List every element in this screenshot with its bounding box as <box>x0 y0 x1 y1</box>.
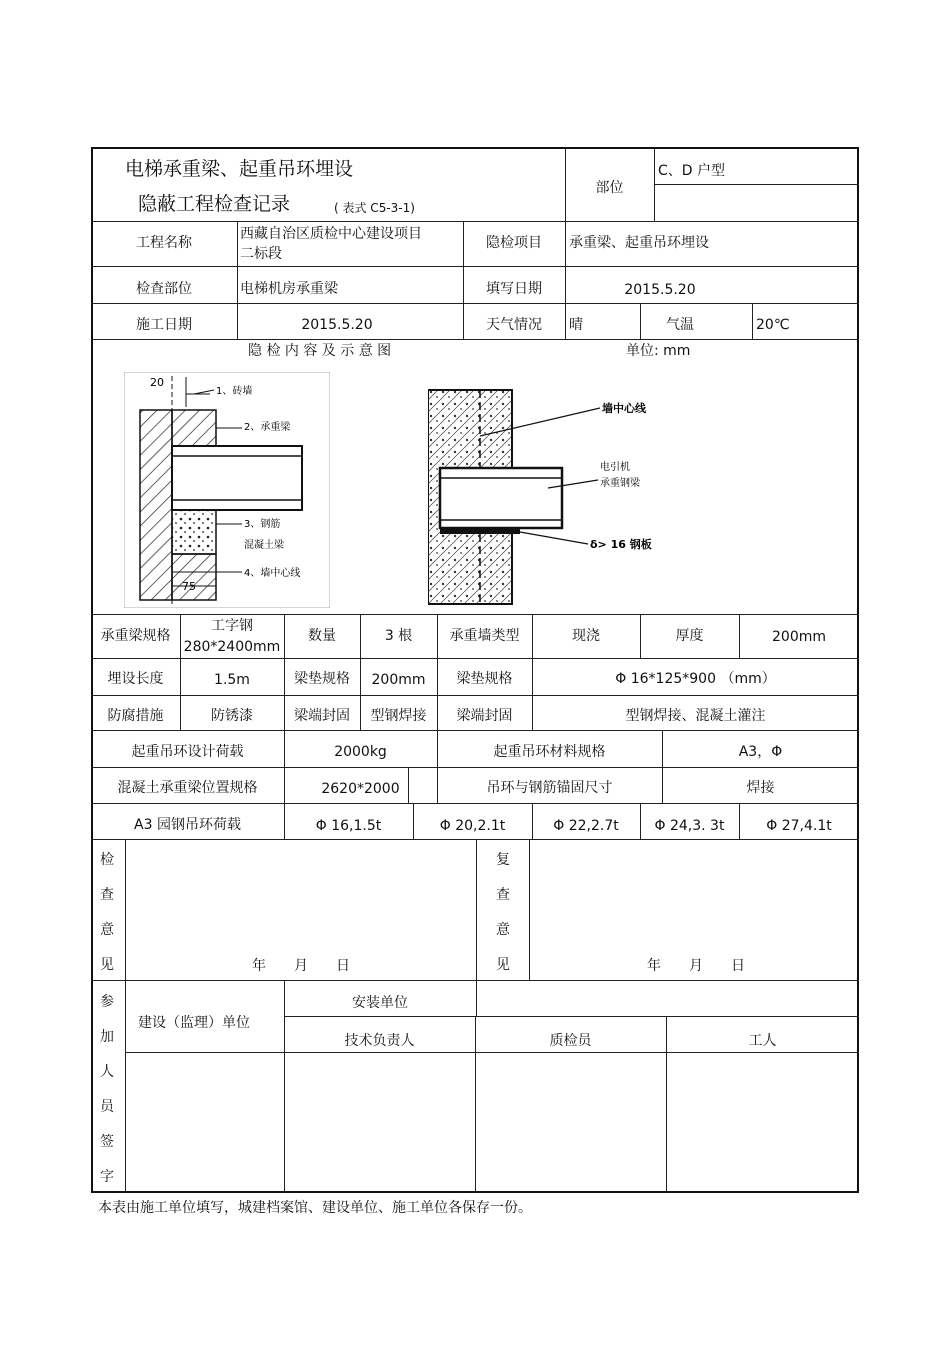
worker-label: 工人 <box>748 1033 777 1049</box>
check-date-month: 月 <box>294 958 308 974</box>
end-seal-label: 梁端封固 <box>294 708 350 724</box>
pad-spec-value: 200mm <box>371 672 426 688</box>
qc-label: 质检员 <box>549 1033 592 1049</box>
qty-label: 数量 <box>308 628 336 644</box>
concrete-pos-value: 2620*2000 <box>321 781 400 797</box>
end-seal-value: 型钢焊接 <box>370 708 427 724</box>
check-date-day: 日 <box>336 958 350 974</box>
inspect-part-value: 电梯机房承重梁 <box>240 281 338 297</box>
weather-value: 晴 <box>569 317 583 333</box>
project-value-1: 西藏自治区质检中心建设项目 <box>240 226 422 242</box>
a3-load-label: A3 园钢吊环荷载 <box>134 817 241 833</box>
hidden-item-label: 隐检项目 <box>486 235 542 251</box>
right-label-1: 墙中心线 <box>602 402 646 415</box>
pad-spec-value-2: Φ 16*125*900 （mm） <box>615 671 776 687</box>
hidden-item-value: 承重梁、起重吊环埋设 <box>569 235 709 251</box>
concrete-pos-label: 混凝土承重梁位置规格 <box>117 780 258 796</box>
embed-len-value: 1.5m <box>214 672 250 688</box>
hook-load-label: 起重吊环设计荷载 <box>131 744 244 760</box>
load-24: Φ 24,3. 3t <box>654 818 725 834</box>
fill-date-label: 填写日期 <box>486 281 542 297</box>
hook-mat-value: A3，Φ <box>738 744 783 760</box>
dim-top: 20 <box>150 376 164 389</box>
temp-value: 20℃ <box>756 317 790 333</box>
beam-spec-value-1: 工字钢 <box>211 618 253 634</box>
anticorr-label: 防腐措施 <box>107 708 164 724</box>
end-seal-value-2: 型钢焊接、混凝土灌注 <box>625 708 766 724</box>
anchor-label: 吊环与钢筋锚固尺寸 <box>486 780 613 796</box>
thickness-value: 200mm <box>772 629 826 645</box>
qty-value: 3 根 <box>384 628 413 644</box>
recheck-date-month: 月 <box>689 958 703 974</box>
right-label-2: 电引机 <box>600 462 630 473</box>
check-date-year: 年 <box>252 958 266 974</box>
build-date-label: 施工日期 <box>136 317 192 333</box>
beam-diagram-right <box>428 388 670 606</box>
thickness-label: 厚度 <box>675 628 704 644</box>
build-date-value: 2015.5.20 <box>301 317 373 333</box>
beam-spec-label: 承重梁规格 <box>100 628 171 644</box>
anchor-value: 焊接 <box>746 780 775 796</box>
inspect-part-label: 检查部位 <box>136 281 192 297</box>
dept-label: 部位 <box>595 180 624 196</box>
recheck-date-day: 日 <box>731 958 745 974</box>
right-label-4: δ> 16 钢板 <box>590 538 652 551</box>
form-title-line2: 隐蔽工程检查记录 <box>138 193 291 215</box>
install-unit-label: 安装单位 <box>352 995 408 1011</box>
load-20: Φ 20,2.1t <box>439 818 506 834</box>
dept-value: C、D 户型 <box>658 163 726 179</box>
end-seal-label-2: 梁端封固 <box>456 708 513 724</box>
right-label-3: 承重钢梁 <box>600 478 640 489</box>
left-label-5: 4、墙中心线 <box>244 568 301 579</box>
diagram-unit: 单位: mm <box>626 343 691 359</box>
signers-side-label: 参 加 人 员 签 字 <box>100 994 114 1185</box>
left-label-3: 3、钢筋 <box>244 519 281 530</box>
beam-spec-value-2: 280*2400mm <box>183 639 281 655</box>
left-label-1: 1、砖墙 <box>216 386 253 397</box>
beam-diagram-left <box>124 372 330 608</box>
load-16: Φ 16,1.5t <box>315 818 382 834</box>
form-code: ( 表式 C5-3-1) <box>334 201 415 215</box>
embed-len-label: 埋设长度 <box>107 671 164 687</box>
wall-type-value: 现浇 <box>572 628 600 644</box>
left-label-2: 2、承重梁 <box>244 422 291 433</box>
diagram-heading: 隐 检 内 容 及 示 意 图 <box>248 343 392 359</box>
wall-type-label: 承重墙类型 <box>449 628 520 644</box>
recheck-opinion-label: 复 查 意 见 <box>496 852 510 973</box>
left-label-4: 混凝土梁 <box>244 540 284 551</box>
footer-note: 本表由施工单位填写，城建档案馆、建设单位、施工单位各保存一份。 <box>98 1200 532 1216</box>
pad-spec-label: 梁垫规格 <box>294 671 350 687</box>
project-label: 工程名称 <box>136 235 192 251</box>
weather-label: 天气情况 <box>486 317 542 333</box>
tech-lead-label: 技术负责人 <box>344 1033 415 1049</box>
dim-bottom: 75 <box>182 580 196 593</box>
form-title-line1: 电梯承重梁、起重吊环埋设 <box>125 158 354 180</box>
project-value-2: 二标段 <box>240 246 282 262</box>
pad-spec-label-2: 梁垫规格 <box>456 671 513 687</box>
fill-date-value: 2015.5.20 <box>624 282 696 298</box>
load-22: Φ 22,2.7t <box>553 818 619 834</box>
check-opinion-label: 检 查 意 见 <box>100 852 114 973</box>
load-27: Φ 27,4.1t <box>766 818 832 834</box>
recheck-date-year: 年 <box>647 958 661 974</box>
hook-load-value: 2000kg <box>334 744 387 760</box>
anticorr-value: 防锈漆 <box>211 708 253 724</box>
owner-unit-label: 建设（监理）单位 <box>138 1015 250 1031</box>
temp-label: 气温 <box>666 317 694 333</box>
hook-mat-label: 起重吊环材料规格 <box>493 744 606 760</box>
